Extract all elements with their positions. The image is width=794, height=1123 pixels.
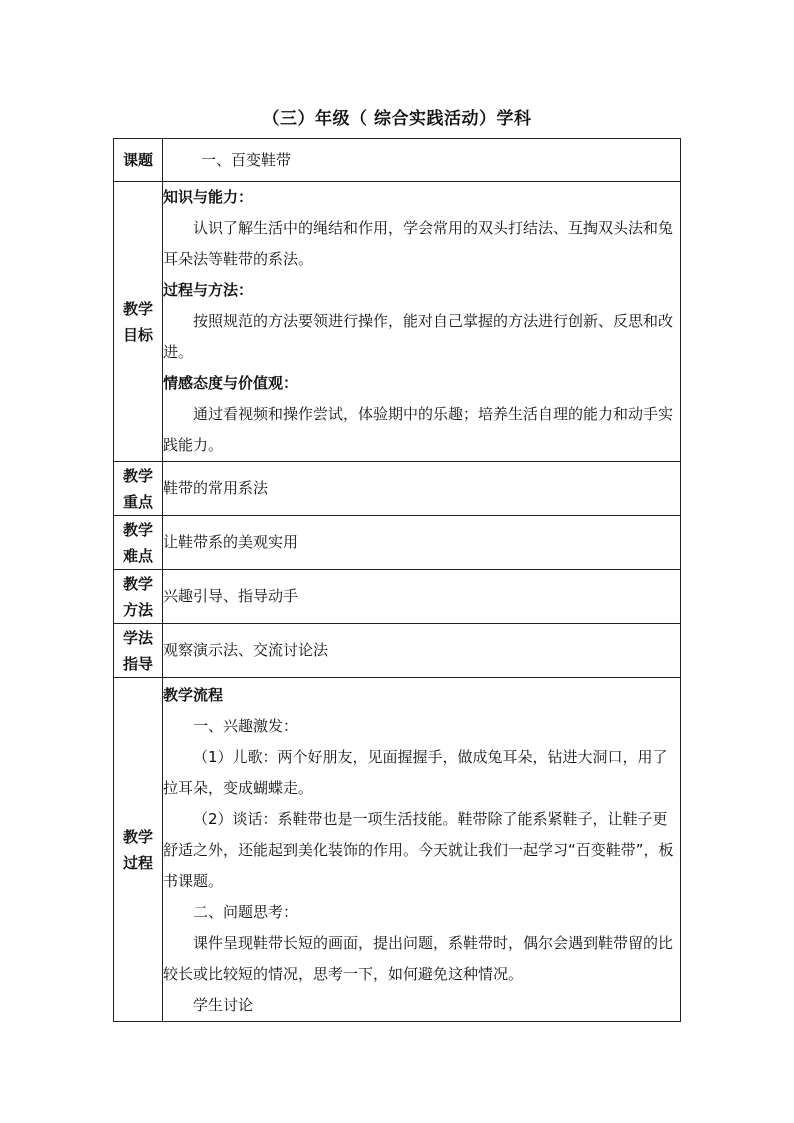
method-cell (163, 570, 681, 624)
label-key-2: 重点 (122, 492, 153, 511)
process-method-heading: 过程与方法： (163, 281, 254, 299)
label-difficulty-1: 教学 (122, 520, 153, 539)
emotion-heading: 情感态度与价值观： (163, 374, 299, 392)
label-topic-text: 课题 (122, 151, 153, 169)
process-method-text: 按照规范的方法要领进行操作，能对自己掌握的方法进行创新、反思和改进。 (163, 312, 674, 361)
key-point-value: 鞋带的常用系法 (163, 479, 269, 497)
label-process-2: 过程 (122, 853, 153, 872)
row-study (114, 624, 681, 678)
row-topic (114, 139, 681, 182)
label-key-1: 教学 (122, 466, 153, 485)
process-cell (163, 678, 681, 1022)
label-difficulty (114, 516, 163, 570)
step-1-song: （1）儿歌：两个好朋友，见面握握手，做成兔耳朵，钻进大洞口，用了拉耳朵，变成蝴蝶走。 (163, 748, 668, 797)
label-study-1: 学法 (122, 628, 153, 647)
topic-cell (163, 139, 681, 182)
knowledge-text: 认识了解生活中的绳结和作用，学会常用的双头打结法、互掏双头法和兔耳朵法等鞋带的系法。 (163, 219, 674, 268)
step-2-discussion: 学生讨论 (193, 996, 254, 1014)
row-difficulty (114, 516, 681, 570)
row-method (114, 570, 681, 624)
page-title: （三）年级（ 综合实践活动）学科 (262, 109, 532, 129)
knowledge-heading: 知识与能力： (163, 188, 254, 206)
emotion-text: 通过看视频和操作尝试，体验期中的乐趣；培养生活自理的能力和动手实践能力。 (163, 405, 674, 454)
step-2-text: 课件呈现鞋带长短的画面，提出问题，系鞋带时，偶尔会遇到鞋带留的比较长或比较短的情况，思考一下，如何避免这种情况。 (163, 934, 674, 983)
process-heading: 教学流程 (163, 686, 224, 704)
difficulty-value: 让鞋带系的美观实用 (163, 533, 299, 551)
step-2-heading: 二、问题思考： (193, 903, 299, 921)
label-objectives-2: 目标 (122, 325, 153, 344)
label-topic (114, 139, 163, 182)
topic-value: 一、百变鞋带 (201, 150, 292, 169)
step-1-talk: （2）谈话：系鞋带也是一项生活技能。鞋带除了能系紧鞋子，让鞋子更舒适之外，还能起到美化装饰的作用。今天就让我们一起学习“百变鞋带”，板书课题。 (163, 810, 674, 890)
row-objectives (114, 182, 681, 462)
label-key-point (114, 462, 163, 516)
study-value: 观察演示法、交流讨论法 (163, 641, 329, 659)
label-method (114, 570, 163, 624)
label-objectives (114, 182, 163, 462)
lesson-plan-table (113, 138, 681, 1022)
difficulty-cell (163, 516, 681, 570)
step-1-heading: 一、兴趣激发： (193, 717, 299, 735)
label-method-1: 教学 (122, 574, 153, 593)
label-difficulty-2: 难点 (122, 546, 153, 565)
label-process-1: 教学 (122, 827, 153, 846)
label-study (114, 624, 163, 678)
study-cell (163, 624, 681, 678)
label-study-2: 指导 (122, 654, 153, 673)
row-key-point (114, 462, 681, 516)
objectives-cell (163, 182, 681, 462)
label-objectives-1: 教学 (122, 299, 153, 318)
method-value: 兴趣引导、指导动手 (163, 587, 299, 605)
key-point-cell (163, 462, 681, 516)
row-process (114, 678, 681, 1022)
label-method-2: 方法 (122, 600, 153, 619)
label-process (114, 678, 163, 1022)
